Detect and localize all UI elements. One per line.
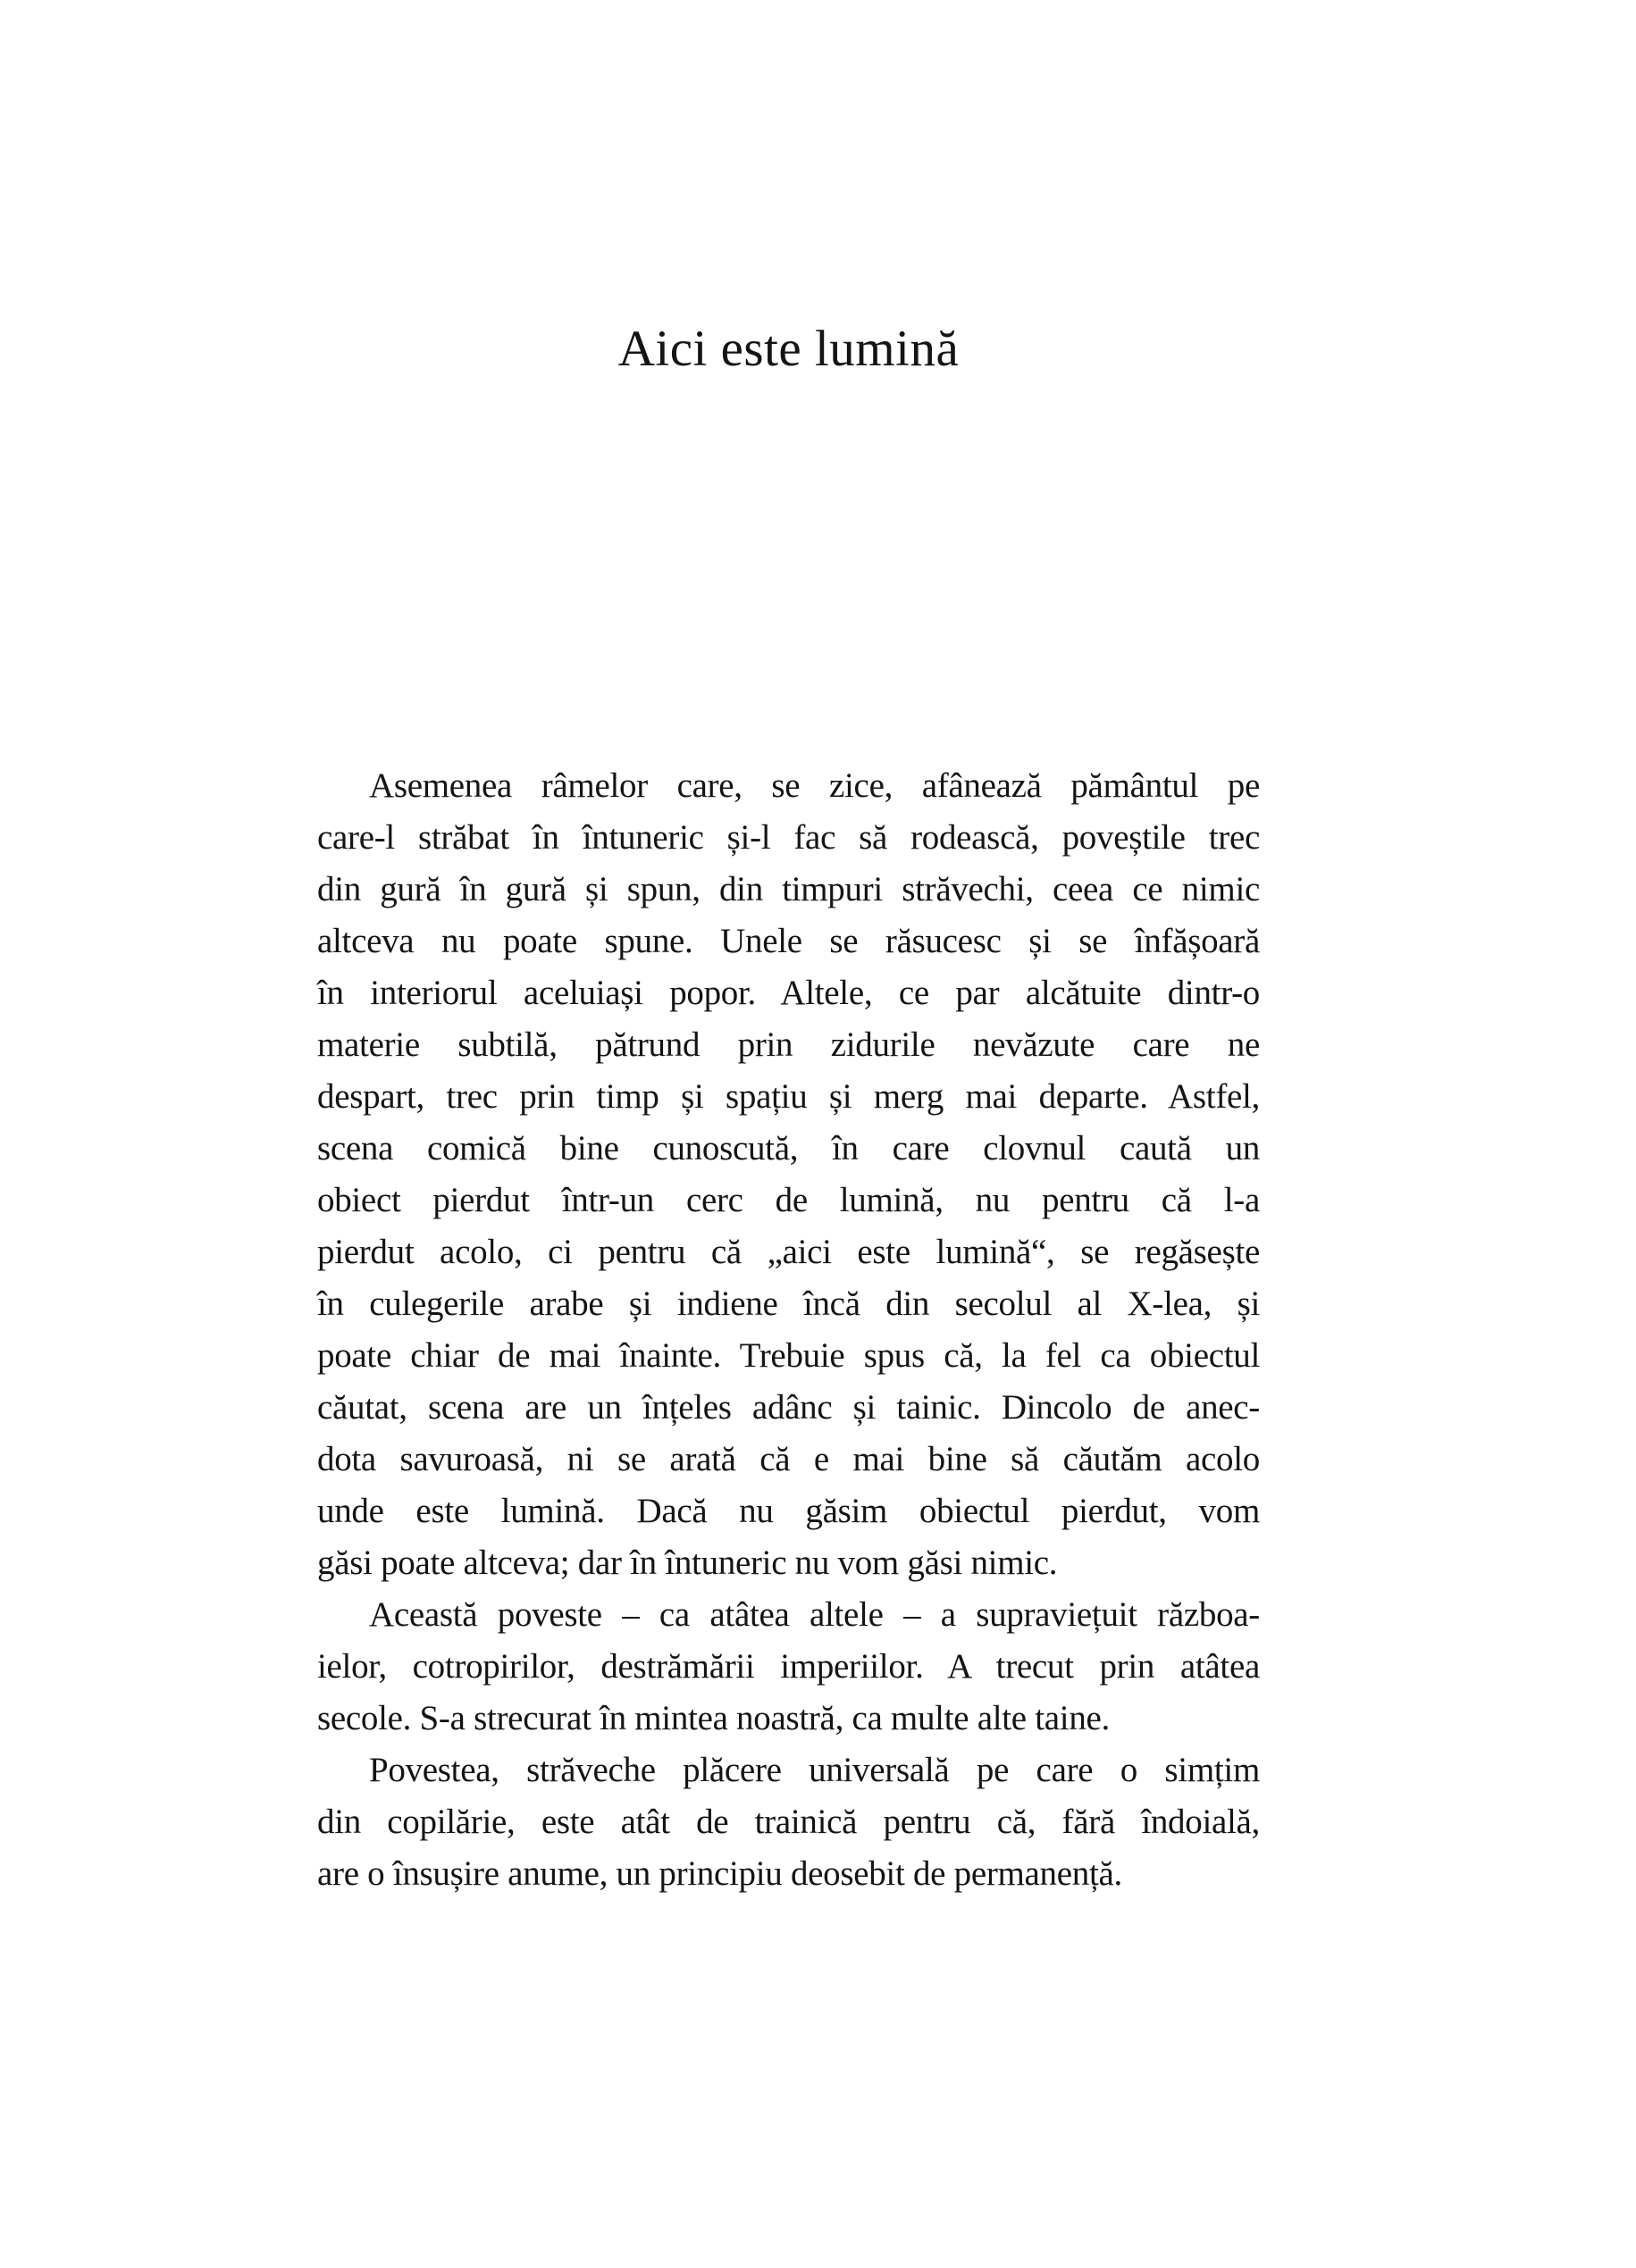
text-line: Această poveste – ca atâtea altele – a supraviețuit războa- [369, 1595, 1260, 1634]
text-line: găsi poate altceva; dar în întuneric nu vom găsi nimic. [317, 1544, 1058, 1582]
paragraph [317, 760, 1260, 1589]
body-text [317, 760, 1260, 1900]
text-line: Asemenea râmelor care, se zice, afânează pământul pe [369, 766, 1260, 805]
text-line: secole. S-a strecurat în mintea noastră, ca multe alte taine. [317, 1699, 1110, 1737]
text-line: scena comică bine cunoscută, în care clovnul caută un [317, 1129, 1260, 1167]
text-line: căutat, scena are un înțeles adânc și tainic. Dincolo de anec- [317, 1388, 1260, 1427]
chapter-title: Aici este lumină [617, 321, 960, 377]
text-line: materie subtilă, pătrund prin zidurile nevăzute care ne [317, 1025, 1260, 1064]
text-line: unde este lumină. Dacă nu găsim obiectul pierdut, vom [317, 1492, 1260, 1530]
text-line: ielor, cotropirilor, destrămării imperiilor. A trecut prin atâtea [317, 1647, 1260, 1686]
text-line: în culegerile arabe și indiene încă din secolul al X-lea, și [317, 1285, 1260, 1323]
text-line: din copilărie, este atât de trainică pentru că, fără îndoială, [317, 1803, 1260, 1841]
text-line: despart, trec prin timp și spațiu și merg mai departe. Astfel, [317, 1077, 1260, 1116]
text-line: din gură în gură și spun, din timpuri străvechi, ceea ce nimic [317, 870, 1260, 908]
text-line: pierdut acolo, ci pentru că „aici este lumină“, se regăsește [317, 1233, 1260, 1271]
text-line: Povestea, străveche plăcere universală pe care o simțim [369, 1751, 1260, 1789]
text-line: obiect pierdut într-un cerc de lumină, nu pentru că l-a [317, 1181, 1260, 1219]
text-line: care-l străbat în întuneric și-l fac să rodească, poveștile trec [317, 818, 1260, 857]
text-line: în interiorul aceluiași popor. Altele, ce par alcătuite dintr-o [317, 974, 1260, 1012]
paragraph [317, 1589, 1260, 1745]
paragraph [317, 1745, 1260, 1900]
text-line: are o însușire anume, un principiu deosebit de permanență. [317, 1854, 1122, 1893]
text-line: altceva nu poate spune. Unele se răsucesc și se înfășoară [317, 922, 1260, 960]
text-line: poate chiar de mai înainte. Trebuie spus că, la fel ca obiectul [317, 1336, 1260, 1375]
text-line: dota savuroasă, ni se arată că e mai bine să căutăm acolo [317, 1440, 1260, 1478]
